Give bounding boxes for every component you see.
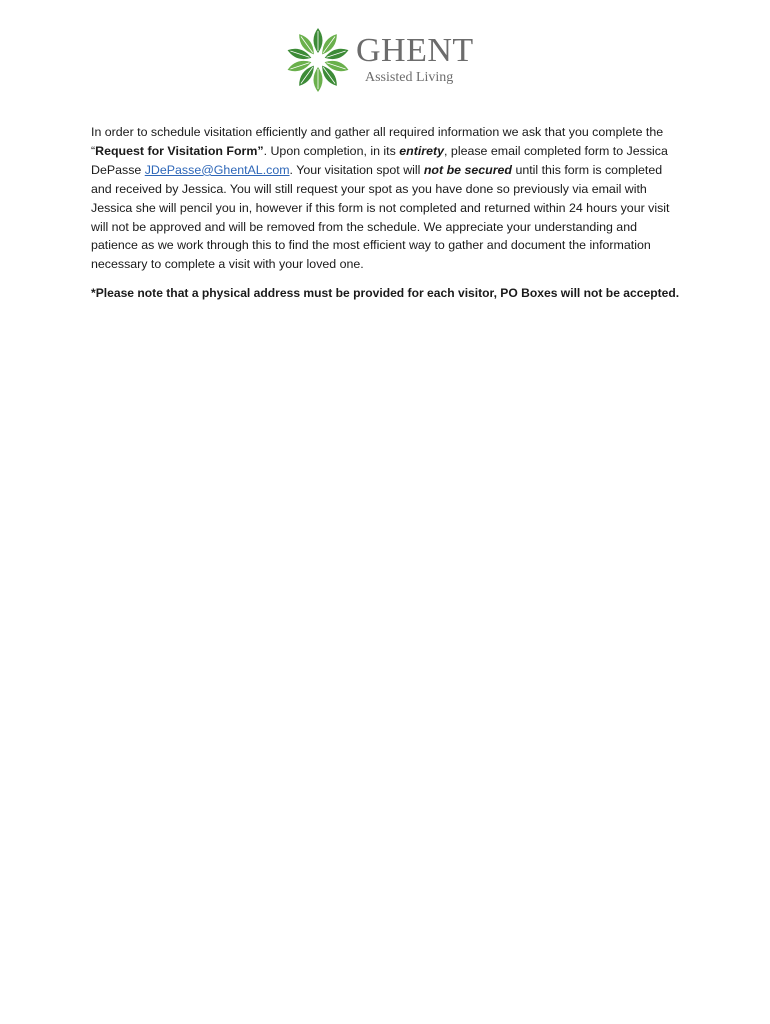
- address-note: *Please note that a physical address must be provided for each visitor, PO Boxes will not be accepted.: [91, 286, 680, 301]
- logo-name: GHENT: [356, 32, 474, 69]
- instructions-paragraph: [91, 123, 681, 274]
- text-segment: . Upon completion, in its: [263, 143, 400, 158]
- text-segment: In order to schedule visitation efficiently and gather all required information we ask that you complete the “: [91, 125, 664, 158]
- text-segment: , please email completed form to Jessica DePasse: [91, 143, 668, 177]
- entirety-emphasis: entirety: [399, 143, 445, 158]
- not-secured-emphasis: not be secured: [423, 162, 512, 177]
- email-link[interactable]: JDePasse@GhentAL.com: [144, 162, 290, 177]
- document-body: [91, 123, 681, 303]
- form-name: Request for Visitation Form”: [95, 143, 264, 158]
- text-segment: . Your visitation spot will: [289, 162, 424, 177]
- green-leaf-flower-icon: [284, 26, 352, 94]
- logo-tagline: Assisted Living: [365, 70, 454, 85]
- ghent-logo: [284, 26, 484, 98]
- text-segment: until this form is completed and received by Jessica. You will still request your spot as you have done so previously via email with Jessica she will pencil you in, however if this form is not completed and returned within 24 hours your visit will not be approved and will be removed from the schedule. We appreciate your understanding and patience as we work through this to find the most efficient way to gather and document the information necessary to complete a visit with your loved one.: [91, 162, 670, 272]
